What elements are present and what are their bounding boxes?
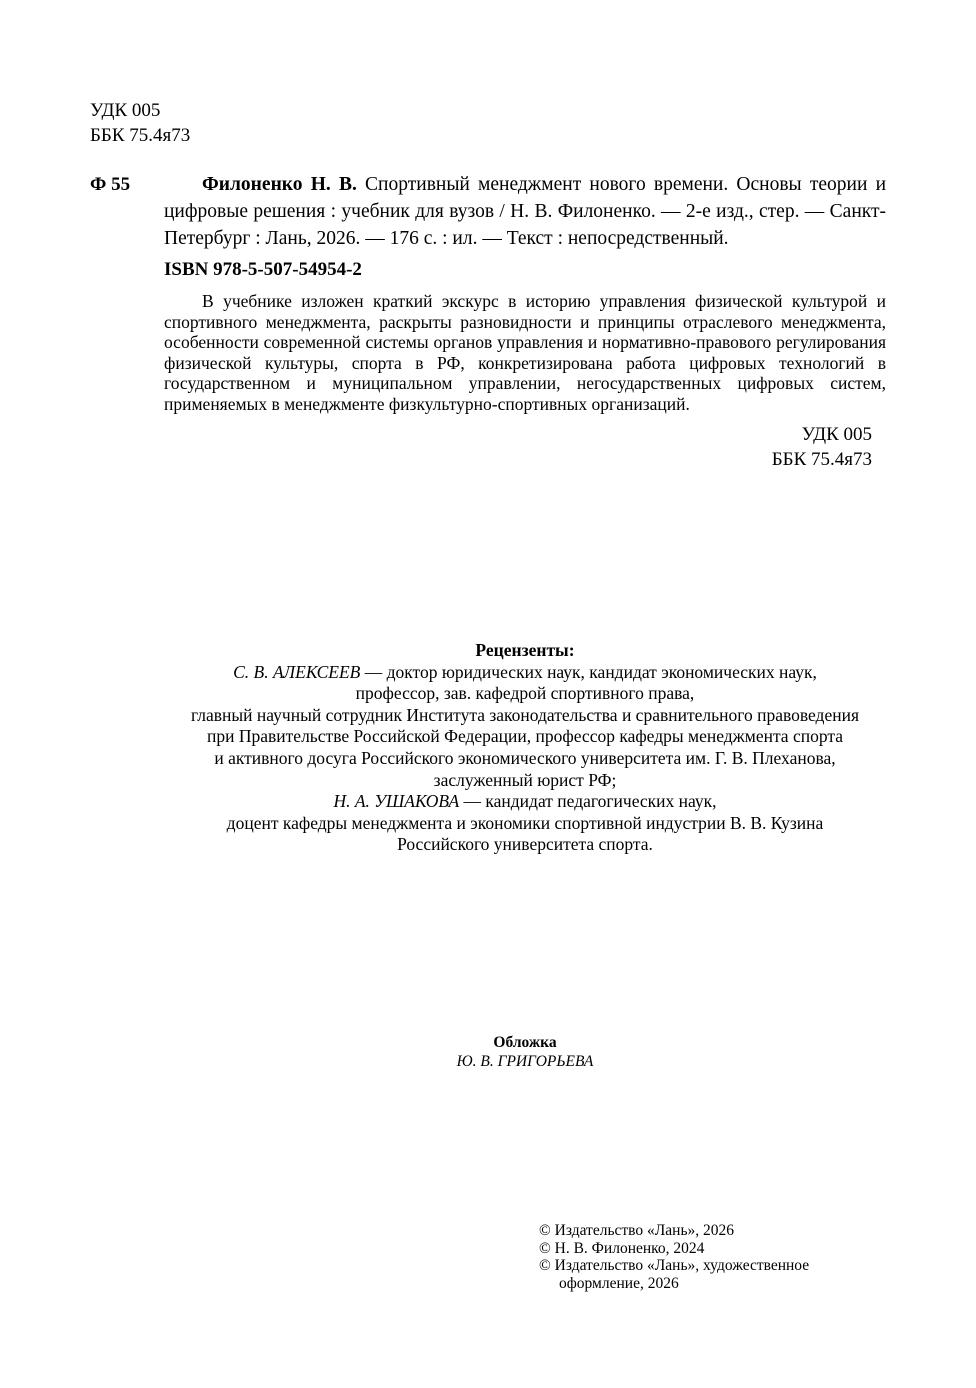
cover-designer: Ю. В. ГРИГОРЬЕВА: [456, 1053, 594, 1070]
reviewer-name: Н. А. УШАКОВА: [333, 791, 460, 812]
udk-code-repeat: УДК 005: [801, 424, 872, 445]
reviewer-credentials: — кандидат педагогических наук,: [459, 791, 717, 812]
reviewers-section: [120, 640, 930, 856]
reviewer-line: доцент кафедры менеджмента и экономики спортивной индустрии В. В. Кузина: [226, 812, 824, 833]
copyright-line: © Издательство «Лань», художественное: [539, 1257, 810, 1275]
classification-codes-bottom: [772, 422, 872, 472]
reviewer-credentials: — доктор юридических наук, кандидат экономических наук,: [360, 661, 817, 682]
reviewer-line: профессор, зав. кафедрой спортивного права,: [355, 683, 695, 704]
copyright-line: © Н. В. Филоненко, 2024: [539, 1239, 705, 1257]
copyright-line: © Издательство «Лань», 2026: [539, 1222, 735, 1239]
bibliographic-description: Спортивный менеджмент нового времени. Основы теории и цифровые решения : учебник для вузов / Н. В. Филоненко. — 2-е изд., стер. — Санкт-Петербург : Лань, 2026. — 176 с. : ил. — Текст : непосредственный.: [164, 174, 887, 249]
udk-code: УДК 005: [90, 100, 161, 121]
reviewer-line: заслуженный юрист РФ;: [433, 769, 617, 790]
reviewer-line: и активного досуга Российского экономического университета им. Г. В. Плеханова,: [214, 747, 836, 768]
author-mark: Ф 55: [90, 174, 131, 195]
classification-codes-top: [90, 98, 190, 148]
cover-credit: [300, 1033, 750, 1071]
bbk-code-repeat: ББК 75.4я73: [771, 449, 872, 470]
reviewer-line: [120, 662, 930, 684]
cover-heading: Обложка: [493, 1034, 557, 1051]
isbn: ISBN 978-5-507-54954-2: [164, 259, 362, 280]
reviewer-line: при Правительстве Российской Федерации, профессор кафедры менеджмента спорта: [207, 726, 843, 747]
copyright-block: [539, 1222, 809, 1292]
reviewers-heading: Рецензенты:: [475, 640, 575, 660]
reviewer-line: главный научный сотрудник Института законодательства и сравнительного правоведения: [191, 704, 859, 725]
reviewer-line: [120, 791, 930, 813]
copyright-line: оформление, 2026: [559, 1274, 679, 1292]
reviewer-name: С. В. АЛЕКСЕЕВ: [233, 661, 361, 682]
bbk-code: ББК 75.4я73: [90, 125, 191, 146]
abstract: В учебнике изложен краткий экскурс в историю управления физической культурой и спортивного менеджмента, раскрыты разновидности и принципы отраслевого менеджмента, особенности современной системы органов управления и нормативно-правового регулирования физической культуры, спорта в РФ, конкретизирована работа цифровых технологий в государственном и муниципальном управлении, негосударственных цифровых систем, применяемых в менеджменте физкультурно-спортивных организаций.: [164, 291, 886, 414]
author-name: Филоненко Н. В.: [202, 174, 357, 195]
reviewer-line: Российского университета спорта.: [397, 834, 653, 855]
bibliographic-record: [164, 171, 886, 252]
